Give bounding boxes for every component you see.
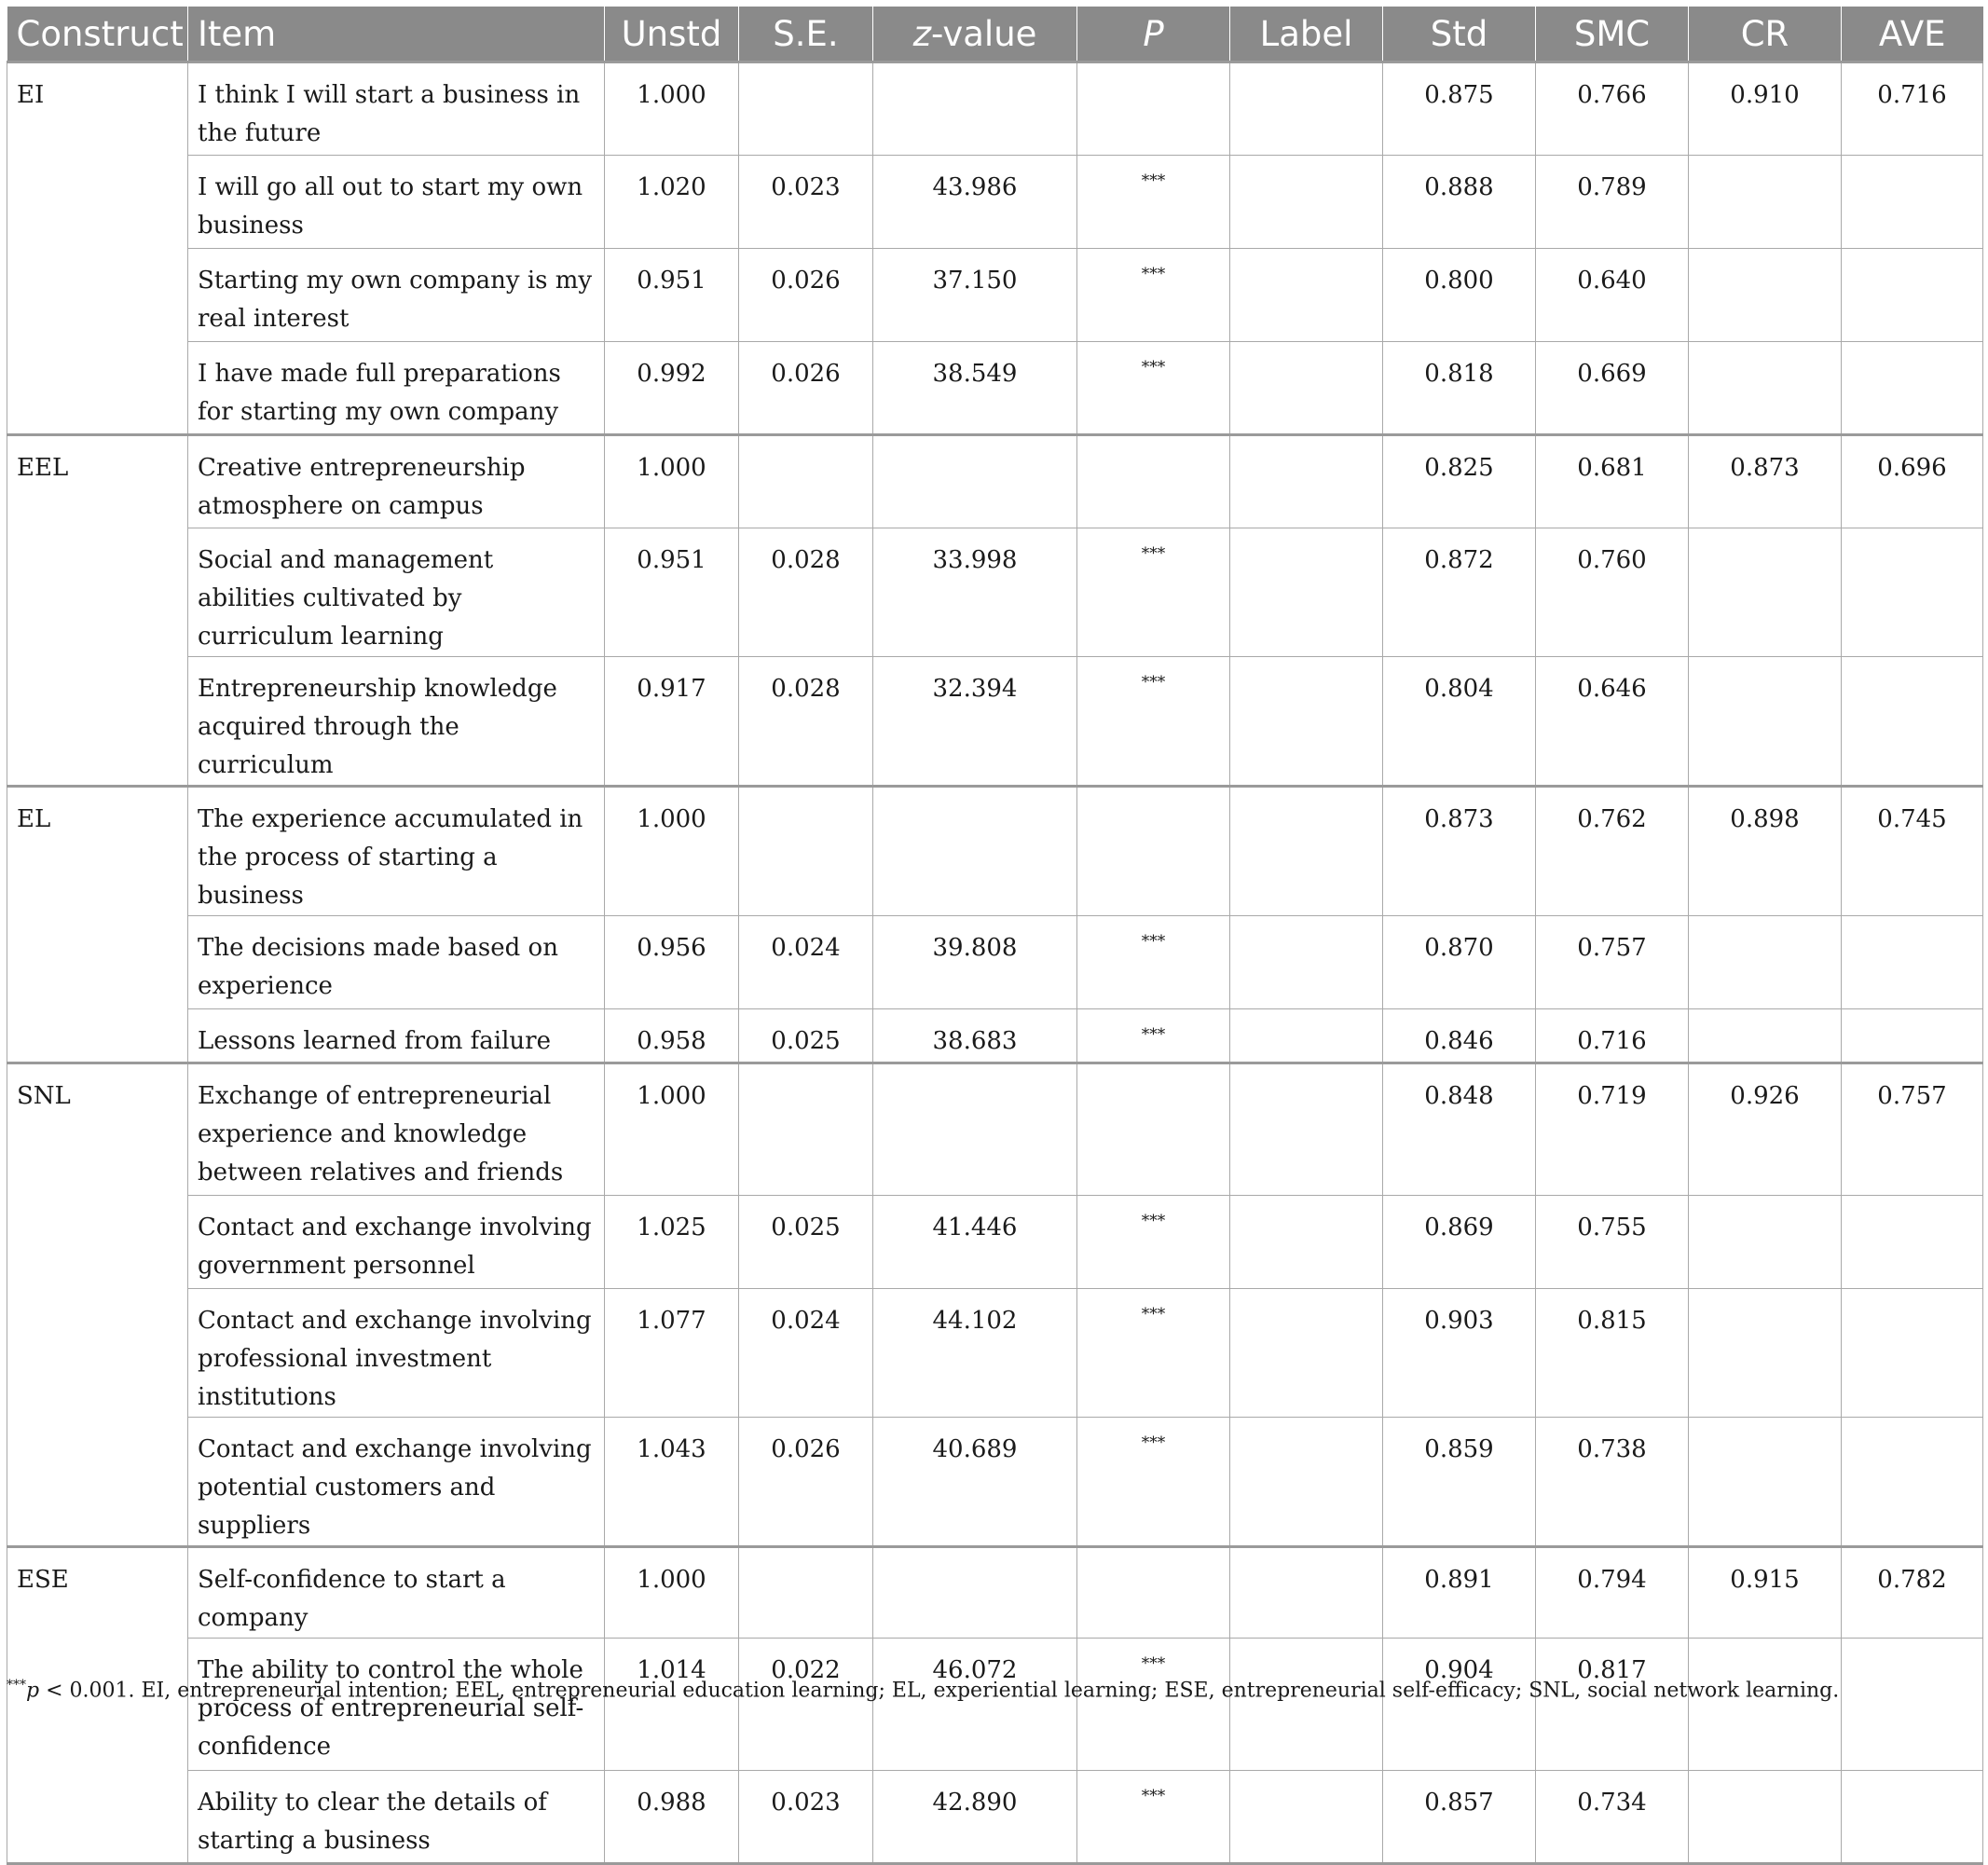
table-row bbox=[7, 528, 1983, 657]
label-cell bbox=[1230, 787, 1383, 916]
header-ave: AVE bbox=[1842, 7, 1983, 62]
cr-cell-empty bbox=[1689, 1639, 1842, 1771]
smc-cell: 0.716 bbox=[1536, 1009, 1689, 1063]
label-cell bbox=[1230, 435, 1383, 528]
p-cell: *** bbox=[1077, 528, 1230, 657]
z-value-cell bbox=[873, 1547, 1077, 1639]
unstd-cell: 1.000 bbox=[605, 787, 739, 916]
std-cell: 0.825 bbox=[1383, 435, 1536, 528]
smc-cell: 0.669 bbox=[1536, 342, 1689, 435]
smc-cell: 0.762 bbox=[1536, 787, 1689, 916]
cr-cell: 0.910 bbox=[1689, 62, 1842, 156]
smc-cell: 0.719 bbox=[1536, 1063, 1689, 1196]
smc-cell: 0.817 bbox=[1536, 1639, 1689, 1771]
table-row bbox=[7, 1009, 1983, 1063]
unstd-cell: 1.000 bbox=[605, 62, 739, 156]
cr-cell-empty bbox=[1689, 156, 1842, 249]
unstd-cell: 1.000 bbox=[605, 1063, 739, 1196]
std-cell: 0.869 bbox=[1383, 1196, 1536, 1289]
p-cell: *** bbox=[1077, 657, 1230, 787]
se-cell bbox=[739, 787, 873, 916]
ave-cell: 0.696 bbox=[1842, 435, 1983, 528]
label-cell bbox=[1230, 528, 1383, 657]
unstd-cell: 0.951 bbox=[605, 249, 739, 342]
se-cell: 0.022 bbox=[739, 1639, 873, 1771]
smc-cell: 0.646 bbox=[1536, 657, 1689, 787]
unstd-cell: 1.020 bbox=[605, 156, 739, 249]
item-cell: Contact and exchange involving professional investment institutions bbox=[188, 1289, 605, 1418]
label-cell bbox=[1230, 1639, 1383, 1771]
label-cell bbox=[1230, 1009, 1383, 1063]
unstd-cell: 0.958 bbox=[605, 1009, 739, 1063]
ave-cell-empty bbox=[1842, 1289, 1983, 1418]
smc-cell: 0.815 bbox=[1536, 1289, 1689, 1418]
table-row bbox=[7, 1639, 1983, 1771]
cr-cell-empty bbox=[1689, 342, 1842, 435]
smc-cell: 0.738 bbox=[1536, 1418, 1689, 1547]
z-value-cell bbox=[873, 435, 1077, 528]
table-row bbox=[7, 342, 1983, 435]
p-cell: *** bbox=[1077, 1771, 1230, 1864]
item-cell: Ability to clear the details of starting a business bbox=[188, 1771, 605, 1864]
std-cell: 0.872 bbox=[1383, 528, 1536, 657]
se-cell: 0.023 bbox=[739, 156, 873, 249]
table-row bbox=[7, 1063, 1983, 1196]
smc-cell: 0.766 bbox=[1536, 62, 1689, 156]
p-cell: *** bbox=[1077, 916, 1230, 1009]
item-cell: I will go all out to start my own business bbox=[188, 156, 605, 249]
item-cell: Contact and exchange involving potential customers and suppliers bbox=[188, 1418, 605, 1547]
table-footnote bbox=[7, 1678, 1982, 1702]
cfa-results-table bbox=[7, 7, 1983, 1865]
ave-cell-empty bbox=[1842, 916, 1983, 1009]
ave-cell-empty bbox=[1842, 1196, 1983, 1289]
p-cell: *** bbox=[1077, 1639, 1230, 1771]
cr-cell-empty bbox=[1689, 249, 1842, 342]
z-value-cell bbox=[873, 787, 1077, 916]
cr-cell-empty bbox=[1689, 1418, 1842, 1547]
item-cell: Contact and exchange involving government personnel bbox=[188, 1196, 605, 1289]
se-cell: 0.024 bbox=[739, 916, 873, 1009]
std-cell: 0.873 bbox=[1383, 787, 1536, 916]
std-cell: 0.870 bbox=[1383, 916, 1536, 1009]
unstd-cell: 0.951 bbox=[605, 528, 739, 657]
ave-cell-empty bbox=[1842, 249, 1983, 342]
label-cell bbox=[1230, 1418, 1383, 1547]
item-cell: I have made full preparations for starting my own company bbox=[188, 342, 605, 435]
table-container bbox=[7, 7, 1982, 1865]
ave-cell-empty bbox=[1842, 342, 1983, 435]
table-row bbox=[7, 249, 1983, 342]
table-row bbox=[7, 1418, 1983, 1547]
header-std: Std bbox=[1383, 7, 1536, 62]
ave-cell: 0.782 bbox=[1842, 1547, 1983, 1639]
header-item: Item bbox=[188, 7, 605, 62]
cr-cell: 0.898 bbox=[1689, 787, 1842, 916]
item-cell: Creative entrepreneurship atmosphere on campus bbox=[188, 435, 605, 528]
p-cell bbox=[1077, 62, 1230, 156]
z-value-cell: 39.808 bbox=[873, 916, 1077, 1009]
item-cell: Exchange of entrepreneurial experience and knowledge between relatives and friends bbox=[188, 1063, 605, 1196]
item-cell: Entrepreneurship knowledge acquired through the curriculum bbox=[188, 657, 605, 787]
se-cell: 0.028 bbox=[739, 528, 873, 657]
item-cell: Starting my own company is my real interest bbox=[188, 249, 605, 342]
z-value-cell: 38.683 bbox=[873, 1009, 1077, 1063]
label-cell bbox=[1230, 657, 1383, 787]
z-value-cell: 38.549 bbox=[873, 342, 1077, 435]
p-cell: *** bbox=[1077, 1418, 1230, 1547]
unstd-cell: 0.988 bbox=[605, 1771, 739, 1864]
p-cell bbox=[1077, 1063, 1230, 1196]
std-cell: 0.818 bbox=[1383, 342, 1536, 435]
unstd-cell: 0.992 bbox=[605, 342, 739, 435]
se-cell: 0.023 bbox=[739, 1771, 873, 1864]
smc-cell: 0.789 bbox=[1536, 156, 1689, 249]
header-se: S.E. bbox=[739, 7, 873, 62]
ave-cell: 0.716 bbox=[1842, 62, 1983, 156]
unstd-cell: 1.000 bbox=[605, 435, 739, 528]
header-z-italic: z bbox=[912, 13, 931, 54]
cr-cell-empty bbox=[1689, 1009, 1842, 1063]
header-z-rest: -value bbox=[931, 13, 1037, 54]
smc-cell: 0.794 bbox=[1536, 1547, 1689, 1639]
z-value-cell bbox=[873, 62, 1077, 156]
z-value-cell: 32.394 bbox=[873, 657, 1077, 787]
ave-cell-empty bbox=[1842, 1639, 1983, 1771]
std-cell: 0.804 bbox=[1383, 657, 1536, 787]
std-cell: 0.891 bbox=[1383, 1547, 1536, 1639]
label-cell bbox=[1230, 249, 1383, 342]
z-value-cell: 46.072 bbox=[873, 1639, 1077, 1771]
header-label: Label bbox=[1230, 7, 1383, 62]
item-cell: Lessons learned from failure bbox=[188, 1009, 605, 1063]
header-cr: CR bbox=[1689, 7, 1842, 62]
unstd-cell: 0.956 bbox=[605, 916, 739, 1009]
label-cell bbox=[1230, 156, 1383, 249]
table-row bbox=[7, 657, 1983, 787]
construct-cell: EI bbox=[7, 62, 188, 435]
std-cell: 0.875 bbox=[1383, 62, 1536, 156]
table-row bbox=[7, 1547, 1983, 1639]
ave-cell: 0.745 bbox=[1842, 787, 1983, 916]
header-z-value bbox=[873, 7, 1077, 62]
item-cell: Self-confidence to start a company bbox=[188, 1547, 605, 1639]
p-cell: *** bbox=[1077, 1196, 1230, 1289]
se-cell bbox=[739, 1547, 873, 1639]
std-cell: 0.848 bbox=[1383, 1063, 1536, 1196]
p-cell: *** bbox=[1077, 1009, 1230, 1063]
item-cell: Social and management abilities cultivated by curriculum learning bbox=[188, 528, 605, 657]
cr-cell-empty bbox=[1689, 916, 1842, 1009]
z-value-cell: 43.986 bbox=[873, 156, 1077, 249]
p-cell: *** bbox=[1077, 156, 1230, 249]
se-cell: 0.026 bbox=[739, 249, 873, 342]
se-cell bbox=[739, 435, 873, 528]
std-cell: 0.903 bbox=[1383, 1289, 1536, 1418]
label-cell bbox=[1230, 1771, 1383, 1864]
std-cell: 0.846 bbox=[1383, 1009, 1536, 1063]
smc-cell: 0.734 bbox=[1536, 1771, 1689, 1864]
std-cell: 0.904 bbox=[1383, 1639, 1536, 1771]
se-cell: 0.024 bbox=[739, 1289, 873, 1418]
smc-cell: 0.757 bbox=[1536, 916, 1689, 1009]
se-cell: 0.025 bbox=[739, 1196, 873, 1289]
construct-cell: ESE bbox=[7, 1547, 188, 1864]
ave-cell-empty bbox=[1842, 528, 1983, 657]
header-p-italic: P bbox=[1143, 13, 1164, 54]
smc-cell: 0.640 bbox=[1536, 249, 1689, 342]
smc-cell: 0.681 bbox=[1536, 435, 1689, 528]
se-cell bbox=[739, 1063, 873, 1196]
table-body bbox=[7, 62, 1983, 1864]
z-value-cell: 33.998 bbox=[873, 528, 1077, 657]
unstd-cell: 1.025 bbox=[605, 1196, 739, 1289]
construct-cell: EEL bbox=[7, 435, 188, 787]
se-cell bbox=[739, 62, 873, 156]
unstd-cell: 1.043 bbox=[605, 1418, 739, 1547]
unstd-cell: 1.000 bbox=[605, 1547, 739, 1639]
z-value-cell bbox=[873, 1063, 1077, 1196]
smc-cell: 0.755 bbox=[1536, 1196, 1689, 1289]
table-row bbox=[7, 1196, 1983, 1289]
p-cell bbox=[1077, 435, 1230, 528]
z-value-cell: 44.102 bbox=[873, 1289, 1077, 1418]
item-cell: The experience accumulated in the process of starting a business bbox=[188, 787, 605, 916]
p-cell: *** bbox=[1077, 342, 1230, 435]
label-cell bbox=[1230, 1196, 1383, 1289]
label-cell bbox=[1230, 62, 1383, 156]
label-cell bbox=[1230, 1547, 1383, 1639]
p-cell bbox=[1077, 1547, 1230, 1639]
footnote-text: < 0.001. EI, entrepreneurial intention; EEL, entrepreneurial education learning; EL, experiential learning; ESE, entrepreneurial self-efficacy; SNL, social network learning. bbox=[39, 1679, 1840, 1703]
header-unstd: Unstd bbox=[605, 7, 739, 62]
p-cell: *** bbox=[1077, 249, 1230, 342]
item-cell: The decisions made based on experience bbox=[188, 916, 605, 1009]
se-cell: 0.026 bbox=[739, 342, 873, 435]
header-p bbox=[1077, 7, 1230, 62]
unstd-cell: 1.077 bbox=[605, 1289, 739, 1418]
unstd-cell: 0.917 bbox=[605, 657, 739, 787]
construct-cell: EL bbox=[7, 787, 188, 1063]
z-value-cell: 40.689 bbox=[873, 1418, 1077, 1547]
std-cell: 0.800 bbox=[1383, 249, 1536, 342]
label-cell bbox=[1230, 916, 1383, 1009]
unstd-cell: 1.014 bbox=[605, 1639, 739, 1771]
label-cell bbox=[1230, 342, 1383, 435]
se-cell: 0.028 bbox=[739, 657, 873, 787]
cr-cell-empty bbox=[1689, 1196, 1842, 1289]
table-row bbox=[7, 1771, 1983, 1864]
ave-cell-empty bbox=[1842, 1418, 1983, 1547]
p-cell: *** bbox=[1077, 1289, 1230, 1418]
construct-cell: SNL bbox=[7, 1063, 188, 1547]
cr-cell: 0.915 bbox=[1689, 1547, 1842, 1639]
ave-cell-empty bbox=[1842, 156, 1983, 249]
cr-cell: 0.873 bbox=[1689, 435, 1842, 528]
table-row bbox=[7, 435, 1983, 528]
cr-cell-empty bbox=[1689, 1771, 1842, 1864]
table-row bbox=[7, 156, 1983, 249]
std-cell: 0.857 bbox=[1383, 1771, 1536, 1864]
se-cell: 0.026 bbox=[739, 1418, 873, 1547]
footnote-stars: *** bbox=[7, 1678, 26, 1693]
cr-cell: 0.926 bbox=[1689, 1063, 1842, 1196]
table-row bbox=[7, 62, 1983, 156]
table-row bbox=[7, 1289, 1983, 1418]
z-value-cell: 37.150 bbox=[873, 249, 1077, 342]
table-row bbox=[7, 787, 1983, 916]
header-construct: Construct bbox=[7, 7, 188, 62]
label-cell bbox=[1230, 1289, 1383, 1418]
item-cell: I think I will start a business in the future bbox=[188, 62, 605, 156]
ave-cell: 0.757 bbox=[1842, 1063, 1983, 1196]
std-cell: 0.888 bbox=[1383, 156, 1536, 249]
header-smc: SMC bbox=[1536, 7, 1689, 62]
ave-cell-empty bbox=[1842, 1009, 1983, 1063]
ave-cell-empty bbox=[1842, 1771, 1983, 1864]
header-row bbox=[7, 7, 1983, 62]
table-row bbox=[7, 916, 1983, 1009]
footnote-p-symbol: p bbox=[26, 1679, 40, 1703]
label-cell bbox=[1230, 1063, 1383, 1196]
se-cell: 0.025 bbox=[739, 1009, 873, 1063]
cr-cell-empty bbox=[1689, 528, 1842, 657]
std-cell: 0.859 bbox=[1383, 1418, 1536, 1547]
item-cell: The ability to control the whole process of entrepreneurial self-confidence bbox=[188, 1639, 605, 1771]
ave-cell-empty bbox=[1842, 657, 1983, 787]
smc-cell: 0.760 bbox=[1536, 528, 1689, 657]
cr-cell-empty bbox=[1689, 657, 1842, 787]
p-cell bbox=[1077, 787, 1230, 916]
cr-cell-empty bbox=[1689, 1289, 1842, 1418]
z-value-cell: 42.890 bbox=[873, 1771, 1077, 1864]
z-value-cell: 41.446 bbox=[873, 1196, 1077, 1289]
